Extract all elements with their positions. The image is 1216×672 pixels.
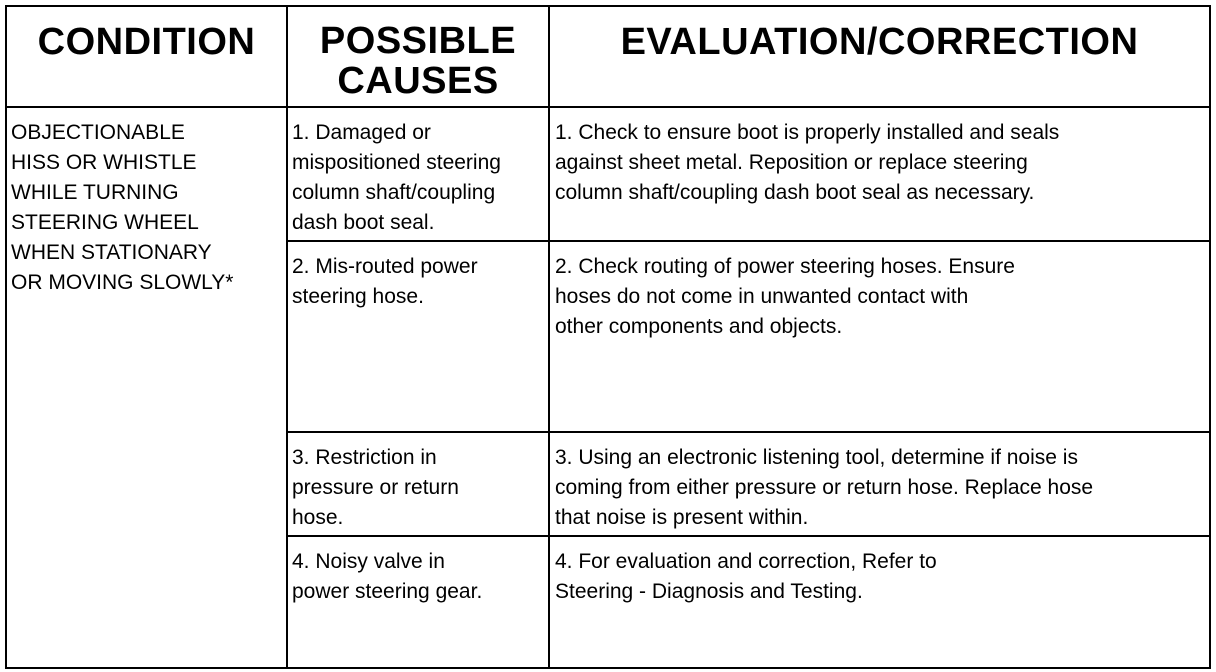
correction-cell: [549, 241, 1210, 432]
cause-text: 1. Damaged or mispositioned steering column shaft/coupling dash boot seal.: [292, 121, 501, 234]
table-row: [6, 107, 1210, 241]
condition-text: OBJECTIONABLE HISS OR WHISTLE WHILE TURNING STEERING WHEEL WHEN STATIONARY OR MOVING SLOWLY*: [11, 121, 234, 294]
diagnosis-table: [5, 5, 1211, 669]
condition-cell: [6, 107, 287, 668]
correction-text: 1. Check to ensure boot is properly installed and seals against sheet metal. Reposition or replace steering column shaft/coupling dash boot seal as necessary.: [555, 121, 1060, 204]
correction-text: 3. Using an electronic listening tool, determine if noise is coming from either pressure or return hose. Replace hose that noise is present within.: [555, 446, 1094, 529]
cause-text: 3. Restriction in pressure or return hose.: [292, 446, 459, 529]
correction-text: 4. For evaluation and correction, Refer to Steering - Diagnosis and Testing.: [555, 550, 937, 603]
cause-text: 2. Mis-routed power steering hose.: [292, 255, 478, 308]
correction-cell: [549, 536, 1210, 668]
correction-text: 2. Check routing of power steering hoses. Ensure hoses do not come in unwanted contact with other components and objects.: [555, 255, 1015, 338]
header-row: [6, 6, 1210, 107]
cause-cell: [287, 432, 549, 536]
cause-cell: [287, 107, 549, 241]
cause-text: 4. Noisy valve in power steering gear.: [292, 550, 483, 603]
cause-cell: [287, 536, 549, 668]
correction-cell: [549, 432, 1210, 536]
cause-cell: [287, 241, 549, 432]
header-condition: CONDITION: [6, 6, 287, 107]
header-evaluation-correction: EVALUATION/CORRECTION: [549, 6, 1210, 107]
correction-cell: [549, 107, 1210, 241]
header-possible-causes: POSSIBLE CAUSES: [287, 6, 549, 107]
